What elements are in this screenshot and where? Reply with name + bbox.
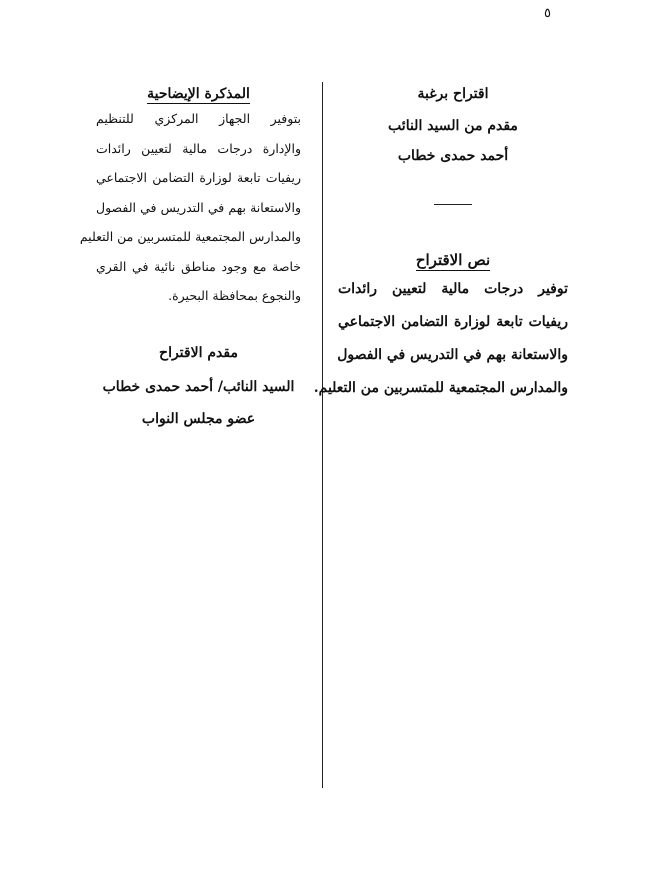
- memo-body: [79, 104, 301, 311]
- proposal-text-body: [313, 273, 568, 405]
- memo-line: والاستعانة بهم في التدريس في الفصول: [96, 199, 301, 215]
- memo-line: ريفيات تابعة لوزارة التضامن الاجتماعي: [96, 170, 301, 185]
- memo-line: والإدارة درجات مالية لتعيين رائدات: [96, 140, 301, 156]
- proposal-type: اقتراح برغبة: [417, 86, 489, 102]
- memo-line: بتوفير الجهاز المركزي للتنظيم: [96, 111, 301, 126]
- proposal-text-line: توفير درجات مالية لتعيين رائدات: [338, 281, 568, 297]
- short-separator: [434, 204, 472, 205]
- submitted-by-line: مقدم من السيد النائب: [388, 118, 518, 134]
- submitter-name: السيد النائب/ أحمد حمدى خطاب: [102, 378, 295, 395]
- column-divider: [322, 82, 323, 788]
- proposal-text-line: والمدارس المجتمعية للمتسربين من التعليم.: [313, 380, 568, 396]
- proposal-text-line: والاستعانة بهم في التدريس في الفصول: [337, 347, 568, 363]
- memo-line: والنجوع بمحافظة البحيرة.: [168, 288, 301, 303]
- mp-name: أحمد حمدى خطاب: [397, 148, 509, 164]
- memo-heading: المذكرة الإيضاحية: [147, 86, 250, 102]
- member-title: عضو مجلس النواب: [141, 410, 256, 427]
- memo-line: خاصة مع وجود مناطق نائية في القري: [96, 258, 301, 274]
- proposal-column: [313, 86, 568, 405]
- proposal-text-heading: نص الاقتراح: [415, 251, 491, 269]
- submitter-heading: مقدم الاقتراح: [159, 344, 238, 361]
- memo-line: والمدارس المجتمعية للمتسربين من التعليم: [79, 229, 301, 244]
- page-number: ٥: [544, 6, 551, 21]
- memo-column: [79, 86, 301, 427]
- proposal-text-line: ريفيات تابعة لوزارة التضامن الاجتماعي: [338, 314, 568, 330]
